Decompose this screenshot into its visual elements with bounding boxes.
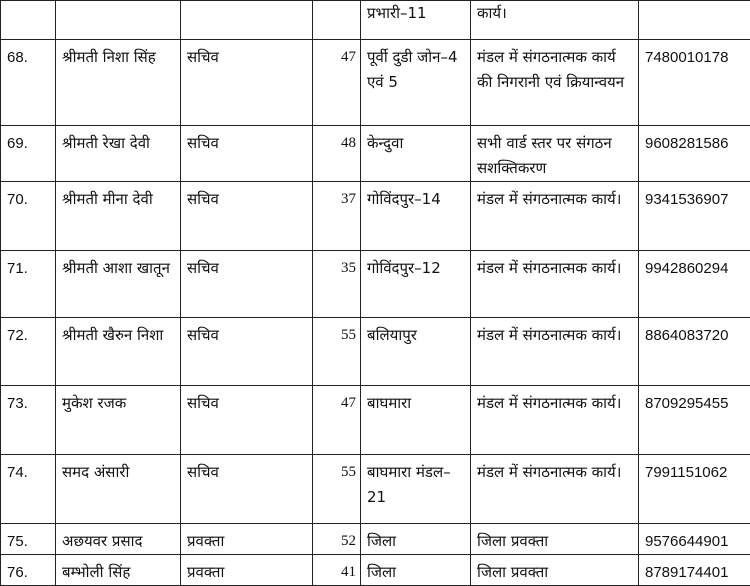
age-cell: 35 (313, 251, 361, 318)
mobile-number-cell: 9341536907 (639, 182, 750, 251)
serial-number-cell: 75. (1, 524, 56, 555)
member-name-cell: समद अंसारी (56, 455, 181, 524)
responsibility-cell: मंडल में संगठनात्मक कार्य। (471, 251, 639, 318)
serial-number-cell: 72. (1, 318, 56, 386)
responsibility-cell: कार्य। (471, 1, 639, 40)
mobile-number-cell: 8789174401 (639, 555, 750, 586)
area-cell: बाघमारा (361, 386, 471, 455)
mobile-number-cell: 9576644901 (639, 524, 750, 555)
designation-cell: सचिव (181, 40, 313, 126)
area-cell: जिला (361, 524, 471, 555)
area-cell: बलियापुर (361, 318, 471, 386)
age-cell: 55 (313, 455, 361, 524)
age-cell: 48 (313, 126, 361, 182)
responsibility-cell: मंडल में संगठनात्मक कार्य। (471, 455, 639, 524)
designation-cell: प्रवक्ता (181, 524, 313, 555)
table-row (1, 40, 750, 126)
member-name-cell: श्रीमती निशा सिंह (56, 40, 181, 126)
designation-cell: सचिव (181, 386, 313, 455)
mobile-number-cell: 8709295455 (639, 386, 750, 455)
mobile-number-cell: 9608281586 (639, 126, 750, 182)
serial-number-cell: 69. (1, 126, 56, 182)
mobile-number-cell (639, 1, 750, 40)
member-name-cell: अछयवर प्रसाद (56, 524, 181, 555)
designation-cell: सचिव (181, 455, 313, 524)
age-cell: 52 (313, 524, 361, 555)
serial-number-cell: 73. (1, 386, 56, 455)
age-cell: 41 (313, 555, 361, 586)
age-cell: 47 (313, 40, 361, 126)
table-row (1, 386, 750, 455)
responsibility-cell: मंडल में संगठनात्मक कार्य। (471, 386, 639, 455)
designation-cell: सचिव (181, 318, 313, 386)
member-name-cell: श्रीमती रेखा देवी (56, 126, 181, 182)
responsibility-cell: मंडल में संगठनात्मक कार्य। (471, 318, 639, 386)
area-cell: पूर्वी दुडी जोन–4 एवं 5 (361, 40, 471, 126)
member-name-cell: श्रीमती मीना देवी (56, 182, 181, 251)
mobile-number-cell: 8864083720 (639, 318, 750, 386)
area-cell: प्रभारी–11 (361, 1, 471, 40)
age-cell (313, 1, 361, 40)
responsibility-cell: जिला प्रवक्ता (471, 524, 639, 555)
table-row (1, 251, 750, 318)
member-name-cell: श्रीमती खैरुन निशा (56, 318, 181, 386)
mobile-number-cell: 7991151062 (639, 455, 750, 524)
area-cell: गोविंदपुर–14 (361, 182, 471, 251)
responsibility-cell: मंडल में संगठनात्मक कार्य। (471, 182, 639, 251)
age-cell: 47 (313, 386, 361, 455)
serial-number-cell: 70. (1, 182, 56, 251)
responsibility-cell: मंडल में संगठनात्मक कार्य की निगरानी एवं क्रियान्वयन (471, 40, 639, 126)
table-row (1, 1, 750, 40)
table-row (1, 524, 750, 555)
area-cell: बाघमारा मंडल–21 (361, 455, 471, 524)
designation-cell (181, 1, 313, 40)
area-cell: गोविंदपुर–12 (361, 251, 471, 318)
area-cell: केन्दुवा (361, 126, 471, 182)
member-name-cell: श्रीमती आशा खातून (56, 251, 181, 318)
designation-cell: सचिव (181, 251, 313, 318)
member-name-cell: मुकेश रजक (56, 386, 181, 455)
designation-cell: सचिव (181, 182, 313, 251)
serial-number-cell (1, 1, 56, 40)
table-row (1, 182, 750, 251)
table-row (1, 318, 750, 386)
area-cell: जिला (361, 555, 471, 586)
serial-number-cell: 74. (1, 455, 56, 524)
responsibility-cell: जिला प्रवक्ता (471, 555, 639, 586)
serial-number-cell: 71. (1, 251, 56, 318)
age-cell: 37 (313, 182, 361, 251)
designation-cell: सचिव (181, 126, 313, 182)
mobile-number-cell: 7480010178 (639, 40, 750, 126)
table-row (1, 455, 750, 524)
member-name-cell: बम्भोली सिंह (56, 555, 181, 586)
age-cell: 55 (313, 318, 361, 386)
serial-number-cell: 68. (1, 40, 56, 126)
member-name-cell (56, 1, 181, 40)
designation-cell: प्रवक्ता (181, 555, 313, 586)
serial-number-cell: 76. (1, 555, 56, 586)
responsibility-cell: सभी वार्ड स्तर पर संगठन सशक्तिकरण (471, 126, 639, 182)
table-row (1, 126, 750, 182)
mobile-number-cell: 9942860294 (639, 251, 750, 318)
